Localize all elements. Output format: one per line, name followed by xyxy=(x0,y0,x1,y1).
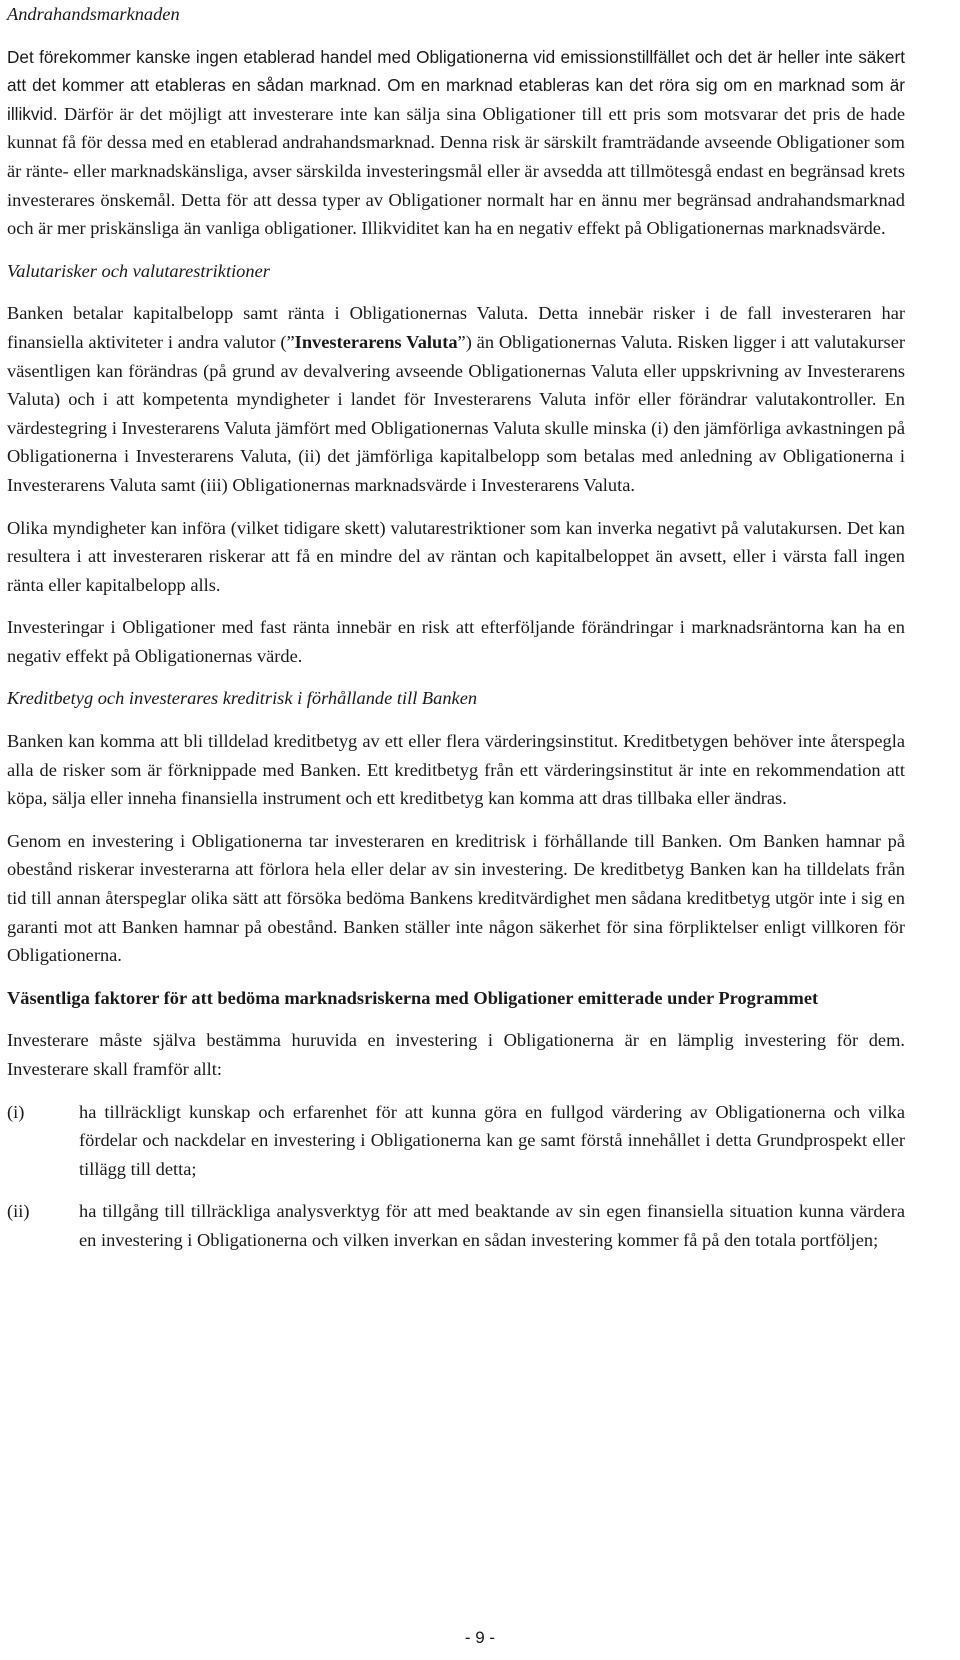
section-heading-vasentliga-faktorer: Väsentliga faktorer för att bedöma marknadsriskerna med Obligationer emitterade under Programmet xyxy=(7,987,819,1008)
paragraph-valuta-3: Investeringar i Obligationer med fast ränta innebär en risk att efterföljande förändringar i marknadsräntorna kan ha en negativ effekt på Obligationernas värde. xyxy=(7,617,905,666)
paragraph-valuta-1-part2: ”) än Obligationernas Valuta. Risken ligger i att valutakurser väsentligen kan förändras (på grund av devalvering avseende Obligationernas Valuta eller uppskrivning av Investerarens Valuta) och i att kompetenta myndigheter i landet för Investerarens Valuta inför eller förändrar valutakontroller. En värdestegring i Investerarens Valuta jämfört med Obligationernas Valuta skulle minska (i) den jämförliga avkastningen på Obligationerna i Investerarens Valuta, (ii) det jämförliga kapitalbelopp som betalas med anledning av Obligationerna i Investerarens Valuta samt (iii) Obligationernas marknadsvärde i Investerarens Valuta. xyxy=(7,331,905,495)
defined-term-investerarens-valuta: Investerarens Valuta xyxy=(294,331,458,352)
section-heading-valutarisker: Valutarisker och valutarestriktioner xyxy=(7,260,270,281)
paragraph-andrahandsmarknaden-part2: Därför är det möjligt att investerare inte kan sälja sina Obligationer till ett pris som motsvarar det pris de hade kunnat få för dessa med en etablerad andrahandsmarknad. Denna risk är särskilt framträdande avseende Obligationer som är ränte- eller marknadskänsliga, avser särskilda investeringsmål eller är avsedda att tillmötesgå endast en begränsad krets investerares önskemål. Detta för att dessa typer av Obligationer normalt har en ännu mer begränsad andrahandsmarknad och är mer priskänsliga än vanliga obligationer. Illikviditet kan ha en negativ effekt på Obligationernas marknadsvärde. xyxy=(7,103,905,239)
list-item xyxy=(7,1098,905,1184)
list-item-text: ha tillräckligt kunskap och erfarenhet för att kunna göra en fullgod värdering av Obligationerna och vilka fördelar och nackdelar en investering i Obligationerna kan ge samt förstå innehållet i detta Grundprospekt eller tillägg till detta; xyxy=(79,1101,905,1179)
list-item xyxy=(7,1197,905,1254)
paragraph-kredit-2: Genom en investering i Obligationerna tar investeraren en kreditrisk i förhållande till Banken. Om Banken hamnar på obestånd riskerar investerarna att förlora hela eller delar av sin investering. De kreditbetyg Banken kan ha tilldelats från tid till annan återspeglar olika sätt att försöka bedöma Bankens kreditvärdighet men sådana kreditbetyg utgör inte i sig en garanti mot att Banken hamnar på obestånd. Banken ställer inte någon säkerhet för sina förpliktelser enligt villkoren för Obligationerna. xyxy=(7,830,905,966)
paragraph-kredit-1: Banken kan komma att bli tilldelad kreditbetyg av ett eller flera värderingsinstitut. Kreditbetygen behöver inte återspegla alla de risker som är förknippade med Banken. Ett kreditbetyg från ett värderingsinstitut är inte en rekommendation att köpa, sälja eller inneha finansiella instrument och ett kreditbetyg kan komma att dras tillbaka eller ändras. xyxy=(7,731,905,809)
paragraph-valuta-1 xyxy=(7,299,905,499)
document-page xyxy=(7,0,905,1255)
section-heading-kreditbetyg: Kreditbetyg och investerares kreditrisk i förhållande till Banken xyxy=(7,688,478,709)
paragraph-faktorer-intro: Investerare måste själva bestämma huruvida en investering i Obligationerna är en lämplig investering för dem. Investerare skall framför allt: xyxy=(7,1030,905,1079)
paragraph-valuta-1-part1: Banken betalar kapitalbelopp samt ränta i Obligationernas Valuta. Detta innebär risker i de fall investeraren har finansiella aktiviteter i andra valutor (” xyxy=(7,303,905,352)
list-item-text: ha tillgång till tillräckliga analysverktyg för att med beaktande av sin egen finansiella situation kunna värdera en investering i Obligationerna och vilken inverkan en sådan investering kommer få på den totala portföljen; xyxy=(79,1201,905,1250)
list-item-number: (i) xyxy=(7,1101,25,1122)
paragraph-andrahandsmarknaden-part1: Det förekommer kanske ingen etablerad handel med Obligationerna vid emissionstillfället och det är heller inte säkert att det kommer att etableras en sådan marknad. Om en marknad etableras kan det röra sig om en marknad som är illikvid. xyxy=(7,46,905,124)
page-number: - 9 - xyxy=(464,1628,496,1647)
paragraph-andrahandsmarknaden xyxy=(7,43,905,243)
section-heading-andrahandsmarknaden: Andrahandsmarknaden xyxy=(7,4,180,24)
paragraph-valuta-2: Olika myndigheter kan införa (vilket tidigare skett) valutarestriktioner som kan inverka negativt på valutakursen. Det kan resultera i att investeraren riskerar att få en mindre del av räntan och kapitalbeloppet än avsett, eller i värsta fall ingen ränta eller kapitalbelopp alls. xyxy=(7,517,905,595)
list-item-number: (ii) xyxy=(7,1201,30,1222)
